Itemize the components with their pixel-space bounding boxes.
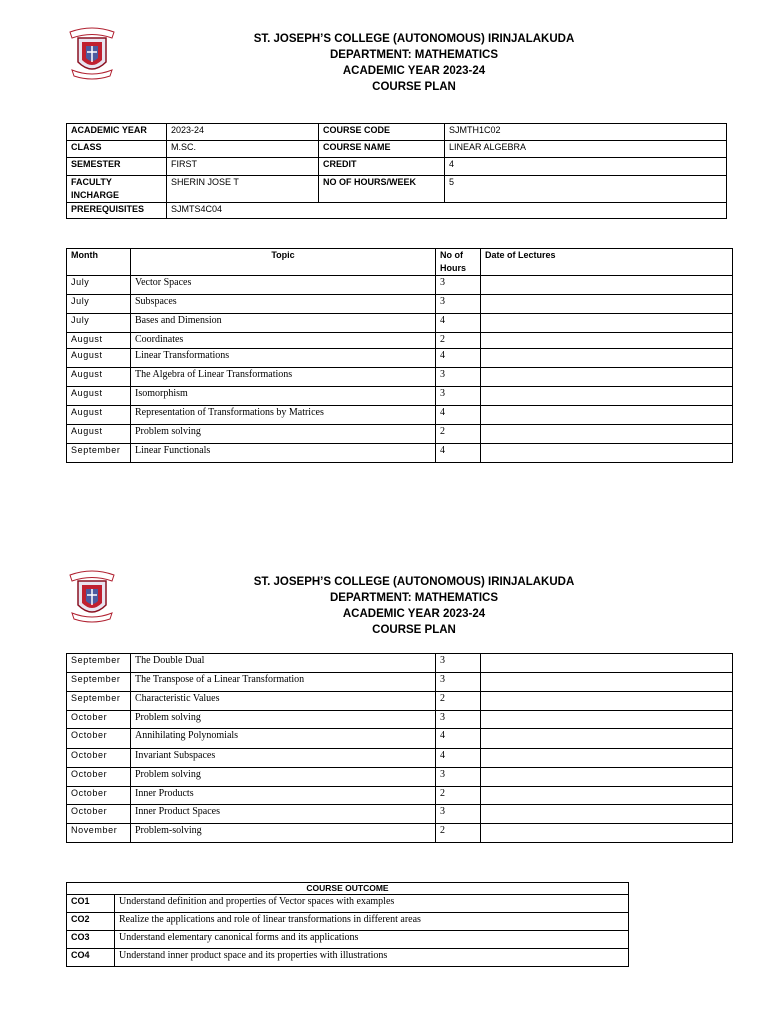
info-label: COURSE CODE <box>319 124 445 141</box>
date-cell <box>481 387 733 406</box>
outcome-code: CO2 <box>67 913 115 931</box>
topic-cell: Inner Product Spaces <box>131 805 436 824</box>
schedule-row <box>67 654 733 673</box>
topic-cell: Vector Spaces <box>131 276 436 295</box>
info-label: PREREQUISITES <box>67 203 167 219</box>
academic-year-title: ACADEMIC YEAR 2023-24 <box>342 608 486 620</box>
month-cell: September <box>67 673 131 692</box>
info-value: SHERIN JOSE T <box>167 176 319 203</box>
outcome-code: CO1 <box>67 895 115 913</box>
date-cell <box>481 768 733 787</box>
date-cell <box>481 787 733 805</box>
month-cell: August <box>67 406 131 425</box>
date-cell <box>481 692 733 711</box>
schedule-row <box>67 349 733 368</box>
outcome-row <box>67 949 629 967</box>
college-name: ST. JOSEPH’S COLLEGE (AUTONOMOUS) IRINJALAKUDA <box>253 33 575 45</box>
course-outcome-title: COURSE OUTCOME <box>67 883 629 895</box>
month-cell: October <box>67 711 131 729</box>
month-cell: July <box>67 314 131 333</box>
topic-cell: Linear Transformations <box>131 349 436 368</box>
month-cell: October <box>67 805 131 824</box>
month-cell: October <box>67 787 131 805</box>
topic-cell: Characteristic Values <box>131 692 436 711</box>
hours-cell: 3 <box>436 673 481 692</box>
month-cell: August <box>67 349 131 368</box>
hours-cell: 4 <box>436 749 481 768</box>
info-value: SJMTH1C02 <box>445 124 727 141</box>
schedule-row <box>67 406 733 425</box>
academic-year-title: ACADEMIC YEAR 2023-24 <box>342 65 486 77</box>
date-cell <box>481 406 733 425</box>
month-cell: September <box>67 444 131 463</box>
hours-header-line: No of <box>440 250 463 260</box>
topic-cell: Coordinates <box>131 333 436 349</box>
department-name: DEPARTMENT: MATHEMATICS <box>329 592 498 604</box>
month-cell: July <box>67 295 131 314</box>
date-cell <box>481 711 733 729</box>
hours-cell: 3 <box>436 276 481 295</box>
hours-cell: 3 <box>436 805 481 824</box>
date-cell <box>481 276 733 295</box>
info-value: 4 <box>445 158 727 176</box>
date-cell <box>481 349 733 368</box>
schedule-row <box>67 692 733 711</box>
month-cell: August <box>67 425 131 444</box>
month-cell: August <box>67 333 131 349</box>
department-name: DEPARTMENT: MATHEMATICS <box>329 49 498 61</box>
schedule-table-2 <box>66 653 733 843</box>
outcome-row <box>67 913 629 931</box>
outcome-text: Understand inner product space and its properties with illustrations <box>115 949 629 967</box>
info-label: NO OF HOURS/WEEK <box>319 176 445 203</box>
outcome-code: CO3 <box>67 931 115 949</box>
schedule-row <box>67 425 733 444</box>
date-cell <box>481 729 733 749</box>
hours-cell: 3 <box>436 295 481 314</box>
month-cell: October <box>67 749 131 768</box>
college-name: ST. JOSEPH’S COLLEGE (AUTONOMOUS) IRINJALAKUDA <box>253 576 575 588</box>
date-header: Date of Lectures <box>481 249 733 276</box>
topic-cell: The Transpose of a Linear Transformation <box>131 673 436 692</box>
outcome-row <box>67 895 629 913</box>
college-crest-icon <box>66 569 118 625</box>
date-cell <box>481 444 733 463</box>
date-cell <box>481 824 733 843</box>
schedule-row <box>67 295 733 314</box>
topic-header: Topic <box>131 249 436 276</box>
outcome-text: Understand elementary canonical forms and its applications <box>115 931 629 949</box>
schedule-row <box>67 333 733 349</box>
info-label: COURSE NAME <box>319 141 445 158</box>
info-label: CREDIT <box>319 158 445 176</box>
topic-cell: The Double Dual <box>131 654 436 673</box>
info-value: 5 <box>445 176 727 203</box>
hours-cell: 3 <box>436 387 481 406</box>
topic-cell: Inner Products <box>131 787 436 805</box>
date-cell <box>481 673 733 692</box>
topic-cell: Invariant Subspaces <box>131 749 436 768</box>
info-label <box>67 176 167 203</box>
info-value: LINEAR ALGEBRA <box>445 141 727 158</box>
hours-cell: 3 <box>436 654 481 673</box>
month-cell: August <box>67 368 131 387</box>
hours-cell: 2 <box>436 333 481 349</box>
month-cell: August <box>67 387 131 406</box>
topic-cell: Problem solving <box>131 425 436 444</box>
date-cell <box>481 749 733 768</box>
hours-cell: 4 <box>436 349 481 368</box>
hours-cell: 3 <box>436 711 481 729</box>
schedule-row <box>67 387 733 406</box>
page-header <box>160 31 668 95</box>
topic-cell: Problem-solving <box>131 824 436 843</box>
schedule-row <box>67 276 733 295</box>
topic-cell: Bases and Dimension <box>131 314 436 333</box>
hours-header-line: Hours <box>440 263 467 273</box>
schedule-row <box>67 673 733 692</box>
info-value: SJMTS4C04 <box>167 203 727 219</box>
info-label: ACADEMIC YEAR <box>67 124 167 141</box>
month-cell: October <box>67 768 131 787</box>
month-header: Month <box>67 249 131 276</box>
schedule-row <box>67 314 733 333</box>
hours-cell: 4 <box>436 729 481 749</box>
schedule-table-1 <box>66 248 733 463</box>
document-title: COURSE PLAN <box>372 81 456 93</box>
date-cell <box>481 295 733 314</box>
hours-cell: 2 <box>436 425 481 444</box>
month-cell: October <box>67 729 131 749</box>
outcome-row <box>67 931 629 949</box>
schedule-row <box>67 787 733 805</box>
hours-cell: 4 <box>436 444 481 463</box>
info-value: FIRST <box>167 158 319 176</box>
date-cell <box>481 425 733 444</box>
hours-cell: 4 <box>436 406 481 425</box>
info-value: 2023-24 <box>167 124 319 141</box>
info-label: CLASS <box>67 141 167 158</box>
topic-cell: Annihilating Polynomials <box>131 729 436 749</box>
college-crest-icon <box>66 26 118 82</box>
schedule-row <box>67 711 733 729</box>
document-title: COURSE PLAN <box>372 624 456 636</box>
info-value: M.SC. <box>167 141 319 158</box>
date-cell <box>481 314 733 333</box>
schedule-row <box>67 805 733 824</box>
outcome-code: CO4 <box>67 949 115 967</box>
schedule-row <box>67 824 733 843</box>
topic-cell: Linear Functionals <box>131 444 436 463</box>
hours-cell: 2 <box>436 824 481 843</box>
hours-cell: 2 <box>436 787 481 805</box>
outcome-text: Understand definition and properties of Vector spaces with examples <box>115 895 629 913</box>
schedule-row <box>67 749 733 768</box>
info-label: SEMESTER <box>67 158 167 176</box>
topic-cell: Isomorphism <box>131 387 436 406</box>
date-cell <box>481 368 733 387</box>
faculty-label-line: INCHARGE <box>71 190 120 200</box>
hours-cell: 3 <box>436 368 481 387</box>
hours-cell: 2 <box>436 692 481 711</box>
month-cell: September <box>67 692 131 711</box>
schedule-row <box>67 729 733 749</box>
topic-cell: Problem solving <box>131 768 436 787</box>
date-cell <box>481 805 733 824</box>
topic-cell: Problem solving <box>131 711 436 729</box>
topic-cell: Subspaces <box>131 295 436 314</box>
topic-cell: The Algebra of Linear Transformations <box>131 368 436 387</box>
hours-cell: 3 <box>436 768 481 787</box>
schedule-row <box>67 768 733 787</box>
hours-header <box>436 249 481 276</box>
course-outcome-table <box>66 882 629 967</box>
schedule-row <box>67 444 733 463</box>
hours-cell: 4 <box>436 314 481 333</box>
faculty-label-line: FACULTY <box>71 177 112 187</box>
month-cell: July <box>67 276 131 295</box>
course-info-table <box>66 123 727 219</box>
month-cell: September <box>67 654 131 673</box>
outcome-text: Realize the applications and role of linear transformations in different areas <box>115 913 629 931</box>
schedule-row <box>67 368 733 387</box>
page-header <box>160 574 668 638</box>
month-cell: November <box>67 824 131 843</box>
date-cell <box>481 654 733 673</box>
topic-cell: Representation of Transformations by Matrices <box>131 406 436 425</box>
date-cell <box>481 333 733 349</box>
